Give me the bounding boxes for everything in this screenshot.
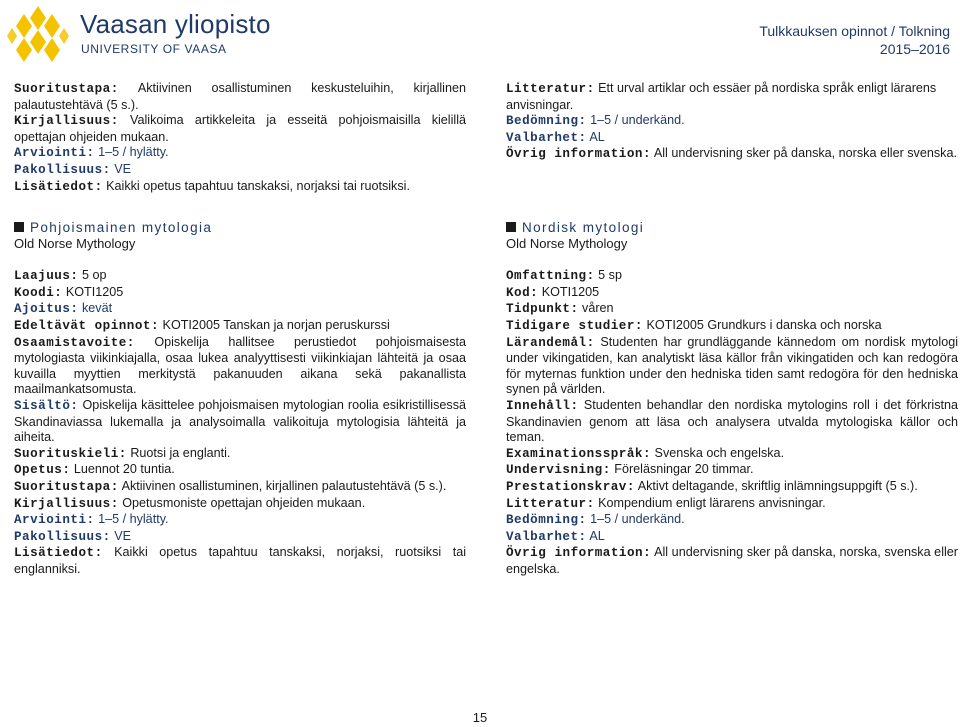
- field-value: 5 op: [81, 268, 107, 283]
- field-value: All undervisning sker på danska, norska eller svenska.: [653, 146, 957, 161]
- running-header: [759, 22, 950, 58]
- field-row: [14, 268, 466, 285]
- field-row: [14, 162, 466, 179]
- field-value: 1–5 / underkänd.: [590, 512, 685, 527]
- course-subtitle: Old Norse Mythology: [506, 235, 628, 251]
- field-label: Koodi:: [14, 285, 63, 300]
- field-label: Litteratur:: [506, 82, 595, 96]
- field-value: AL: [589, 528, 605, 543]
- field-row: [506, 529, 958, 546]
- field-label: Suoritustapa:: [14, 479, 119, 494]
- field-label: Lisätiedot:: [14, 546, 103, 561]
- field-label: Bedömning:: [506, 114, 587, 129]
- top-left-continuation: [14, 81, 466, 195]
- field-label: Laajuus:: [14, 269, 79, 284]
- field-label: Lisätiedot:: [14, 179, 103, 194]
- field-row: [14, 529, 466, 546]
- field-row: [506, 479, 958, 496]
- field-row: [506, 335, 958, 398]
- field-label: Arviointi:: [14, 146, 95, 161]
- brand-name-english: UNIVERSITY OF VAASA: [81, 42, 227, 56]
- field-row: [506, 446, 958, 463]
- field-label: Prestationskrav:: [506, 479, 635, 494]
- field-value: Ett urval artiklar och essäer på nordiska språk enligt lärarens anvisningar.: [506, 81, 937, 112]
- field-value: Opiskelija hallitsee perustiedot pohjoismaisesta mytologiasta viikinkiajalla, osaa lukea analyyttisesti viikinkiajan lähteitä ja osaa kuvailla myyttien merkitystä pakanuuden aikana sekä pakanallista maailmankatsomusta.: [14, 334, 466, 397]
- field-value: kevät: [81, 301, 113, 316]
- field-label: Undervisning:: [506, 463, 611, 478]
- field-row: [14, 285, 466, 302]
- field-row: [14, 318, 466, 335]
- field-label: Pakollisuus:: [14, 529, 111, 544]
- field-value: Valikoima artikkeleita ja esseitä pohjoismaisilla kielillä opettajan ohjeiden mukaan.: [14, 113, 466, 144]
- field-row: [506, 545, 958, 577]
- field-value: Opetusmoniste opettajan ohjeiden mukaan.: [122, 495, 366, 510]
- field-label: Osaamistavoite:: [14, 335, 135, 350]
- square-bullet-icon: [14, 222, 24, 232]
- field-label: Sisältö:: [14, 398, 79, 413]
- field-value: Studenten har grundläggande kännedom om nordisk mytologi under vikingatiden, kan analytiskt läsa källor från vikingatiden och kan redogöra för myternas funktion under den hedniska tiden samt redogöra för den hedniska synen på världen.: [506, 334, 959, 397]
- course-title: Pohjoismainen mytologia: [14, 220, 466, 236]
- field-row: [506, 113, 958, 130]
- field-value: Aktivt deltagande, skriftlig inlämningsuppgift (5 s.).: [637, 478, 918, 493]
- field-value: KOTI1205: [541, 284, 600, 299]
- field-value: VE: [114, 528, 132, 543]
- field-row: [506, 398, 958, 446]
- field-value: Ruotsi ja englanti.: [130, 445, 231, 460]
- field-row: [506, 496, 958, 513]
- field-label: Kod:: [506, 285, 539, 300]
- square-bullet-icon: [506, 222, 516, 232]
- field-value: All undervisning sker på danska, norska, svenska eller engelska.: [506, 545, 958, 576]
- field-row: [506, 130, 958, 147]
- field-row: [506, 318, 958, 335]
- field-label: Ajoitus:: [14, 302, 79, 317]
- course-swedish: [506, 220, 958, 577]
- field-label: Övrig information:: [506, 147, 652, 162]
- field-row: [506, 462, 958, 479]
- field-value: AL: [589, 129, 605, 144]
- field-label: Tidpunkt:: [506, 302, 579, 317]
- field-row: [14, 512, 466, 529]
- field-row: [506, 146, 958, 163]
- field-value: Studenten behandlar den nordiska mytologins roll i det förkristna Skandinavien genom att läsa och analysera utvalda mytologiska källor och teman.: [506, 397, 958, 445]
- field-value: 1–5 / hylätty.: [98, 145, 169, 160]
- field-row: [506, 301, 958, 318]
- page-number: 15: [472, 710, 488, 725]
- field-label: Övrig information:: [506, 546, 652, 561]
- field-value: 1–5 / underkänd.: [590, 113, 685, 128]
- field-row: [506, 285, 958, 302]
- university-logo-icon: [6, 4, 70, 68]
- field-label: Arviointi:: [14, 513, 95, 528]
- field-value: KOTI2005 Tanskan ja norjan peruskurssi: [162, 317, 390, 332]
- field-row: [14, 446, 466, 463]
- field-row: [506, 512, 958, 529]
- field-row: [14, 81, 466, 113]
- field-label: Valbarhet:: [506, 130, 587, 145]
- field-value: Svenska och engelska.: [654, 445, 785, 460]
- field-value: Kaikki opetus tapahtuu tanskaksi, norjaksi tai ruotsiksi.: [106, 178, 410, 193]
- field-value: Kaikki opetus tapahtuu tanskaksi, norjaksi, ruotsiksi tai englanniksi.: [14, 545, 466, 576]
- field-label: Opetus:: [14, 463, 71, 478]
- field-value: Aktiivinen osallistuminen keskusteluihin, kirjallinen palautustehtävä (5 s.).: [14, 81, 466, 112]
- field-value: 1–5 / hylätty.: [98, 512, 169, 527]
- course-finnish: [14, 220, 466, 577]
- field-label: Tidigare studier:: [506, 318, 643, 333]
- field-label: Pakollisuus:: [14, 162, 111, 177]
- brand-name-finnish: Vaasan yliopisto: [80, 9, 271, 39]
- field-row: [14, 479, 466, 496]
- field-label: Bedömning:: [506, 513, 587, 528]
- field-label: Edeltävät opinnot:: [14, 318, 160, 333]
- course-title: Nordisk mytologi: [506, 220, 958, 236]
- field-row: [14, 398, 466, 446]
- field-value: 5 sp: [598, 268, 622, 283]
- field-row: [14, 179, 466, 196]
- field-row: [14, 496, 466, 513]
- field-label: Innehåll:: [506, 398, 579, 413]
- field-row: [14, 145, 466, 162]
- field-value: Föreläsningar 20 timmar.: [614, 462, 754, 477]
- field-value: Kompendium enligt lärarens anvisningar.: [598, 495, 826, 510]
- field-label: Kirjallisuus:: [14, 114, 119, 129]
- field-value: Aktiivinen osallistuminen, kirjallinen palautustehtävä (5 s.).: [121, 478, 447, 493]
- field-value: KOTI2005 Grundkurs i danska och norska: [646, 317, 882, 332]
- field-label: Lärandemål:: [506, 335, 595, 350]
- field-row: [14, 301, 466, 318]
- field-label: Litteratur:: [506, 496, 595, 511]
- field-label: Suorituskieli:: [14, 446, 127, 461]
- field-value: KOTI1205: [65, 284, 124, 299]
- course-subtitle: Old Norse Mythology: [14, 235, 136, 251]
- field-value: våren: [582, 301, 614, 316]
- field-row: [14, 462, 466, 479]
- field-label: Valbarhet:: [506, 529, 587, 544]
- academic-year: 2015–2016: [879, 41, 950, 57]
- field-row: [14, 545, 466, 577]
- field-value: Luennot 20 tuntia.: [73, 462, 175, 477]
- section-title: Tulkkauksen opinnot / Tolkning: [759, 23, 950, 39]
- field-label: Omfattning:: [506, 269, 595, 284]
- field-value: Opiskelija käsittelee pohjoismaisen mytologian roolia esikristillisessä Skandinaviassa lukemalla ja analysoimalla valikoituja mytologisia lähteitä ja aiheita.: [14, 397, 467, 445]
- field-value: VE: [114, 161, 132, 176]
- field-label: Kirjallisuus:: [14, 496, 119, 511]
- field-label: Examinationsspråk:: [506, 446, 652, 461]
- field-row: [506, 268, 958, 285]
- top-right-continuation: [506, 81, 958, 163]
- field-label: Suoritustapa:: [14, 82, 119, 96]
- field-row: [14, 335, 466, 398]
- field-row: [14, 113, 466, 145]
- field-row: [506, 81, 958, 113]
